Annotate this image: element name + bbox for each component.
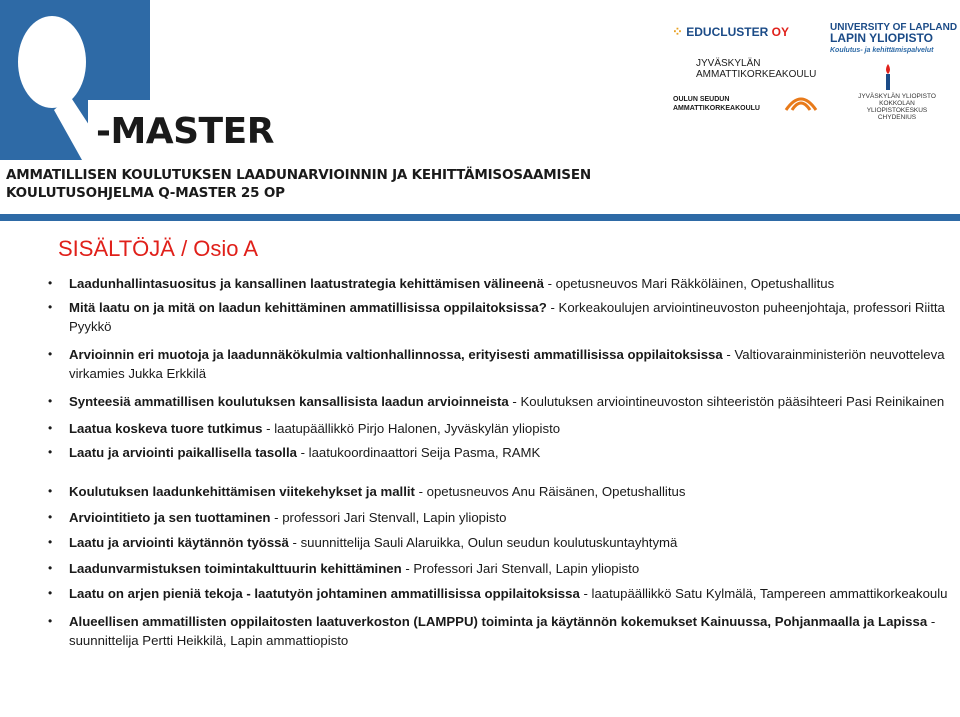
- item-topic: Laatu ja arviointi paikallisella tasolla: [69, 444, 297, 460]
- list-item: [48, 274, 948, 294]
- item-topic: Laatu ja arviointi käytännön työssä: [69, 535, 289, 550]
- list-item: [48, 533, 948, 553]
- program-title-line1: AMMATILLISEN KOULUTUKSEN LAADUNARVIOINNIN JA KEHITTÄMISOSAAMISEN: [6, 167, 591, 183]
- jyu-logo: [852, 93, 942, 121]
- jyu-torch-icon: [880, 62, 896, 92]
- item-topic: Synteesiä ammatillisen koulutuksen kansallisista laadun arvioinneista: [69, 393, 509, 409]
- jyu-line2: KOKKOLAN YLIOPISTOKESKUS: [866, 100, 928, 114]
- program-title-line2: KOULUTUSOHJELMA Q-MASTER 25 OP: [6, 185, 285, 201]
- lapland-line1: UNIVERSITY OF LAPLAND: [830, 22, 958, 33]
- item-topic: Laatu on arjen pieniä tekoja - laatutyön johtaminen ammatillisissa oppilaitoksissa: [69, 586, 580, 601]
- jamk-line2: AMMATTIKORKEAKOULU: [696, 69, 817, 80]
- item-speaker: - opetusneuvos Anu Räisänen, Opetushallitus: [414, 484, 686, 499]
- list-item: [48, 584, 948, 604]
- item-speaker: - Koulutuksen arviointineuvoston sihteeristön pääsihteeri Pasi Reinikainen: [508, 393, 945, 409]
- header: [0, 0, 960, 222]
- list-item: [48, 612, 948, 651]
- item-speaker: - suunnittelija Sauli Alaruikka, Oulun seudun koulutuskuntayhtymä: [288, 535, 678, 550]
- item-speaker: - laatupäällikkö Pirjo Halonen, Jyväskylän yliopisto: [262, 421, 561, 436]
- item-speaker: - laatukoordinaattori Seija Pasma, RAMK: [296, 444, 541, 460]
- logo-text: -MASTER: [96, 111, 274, 152]
- item-topic: Laadunhallintasuositus ja kansallinen laatustrategia kehittämisen välineenä: [69, 276, 544, 291]
- list-item: [48, 443, 948, 463]
- item-speaker: - professori Jari Stenvall, Lapin yliopisto: [270, 509, 507, 525]
- item-speaker: - Korkeakoulujen arviointineuvoston puheenjohtaja, professori Riitta Pyykkö: [69, 299, 945, 334]
- oamk-logo: [673, 95, 760, 113]
- lapland-university-logo: [830, 22, 957, 56]
- item-topic: Laadunvarmistuksen toimintakulttuurin kehittäminen: [69, 560, 402, 576]
- header-divider: [0, 214, 960, 221]
- educluster-name: EDUCLUSTER: [686, 25, 769, 39]
- item-topic: Laatua koskeva tuore tutkimus: [69, 421, 263, 436]
- oamk-line2: AMMATTIKORKEAKOULU: [673, 105, 760, 112]
- item-topic: Koulutuksen laadunkehittämisen viitekehykset ja mallit: [69, 484, 415, 499]
- educluster-logo: [672, 24, 789, 40]
- educluster-suffix: OY: [771, 25, 789, 39]
- item-topic: Mitä laatu on ja mitä on laadun kehittäminen ammatillisissa oppilaitoksissa?: [69, 299, 547, 315]
- item-speaker: - opetusneuvos Mari Räkköläinen, Opetushallitus: [543, 276, 835, 291]
- jamk-logo: [672, 58, 816, 80]
- jyu-line3: CHYDENIUS: [877, 114, 917, 121]
- content-list: [48, 274, 948, 651]
- list-item: [48, 298, 948, 337]
- list-item: [48, 508, 948, 528]
- item-speaker: - laatupäällikkö Satu Kylmälä, Tampereen ammattikorkeakoulu: [579, 586, 948, 601]
- lapland-tagline: Koulutus- ja kehittämispalvelut: [830, 47, 934, 54]
- item-speaker: - suunnittelija Pertti Heikkilä, Lapin ammattiopisto: [69, 613, 936, 648]
- item-speaker: - Professori Jari Stenvall, Lapin yliopisto: [401, 560, 640, 576]
- list-item: [48, 345, 948, 384]
- educluster-dots-icon: ⁘: [672, 24, 683, 39]
- list-item: [48, 419, 948, 439]
- item-topic: Arviointitieto ja sen tuottaminen: [69, 509, 271, 525]
- lapland-line2: LAPIN YLIOPISTO: [830, 31, 933, 45]
- item-topic: Arvioinnin eri muotoja ja laadunnäkökulmia valtionhallinnossa, erityisesti ammatillisissa oppilaitoksissa: [69, 346, 723, 362]
- list-item: [48, 482, 948, 502]
- item-speaker: - Valtiovarainministeriön neuvotteleva virkamies Jukka Erkkilä: [69, 346, 945, 381]
- oamk-sunrise-icon: [784, 90, 818, 112]
- page-title: SISÄLTÖJÄ / Osio A: [58, 236, 259, 261]
- jyu-line1: JYVÄSKYLÄN YLIOPISTO: [858, 93, 936, 100]
- jamk-line1: JYVÄSKYLÄN: [696, 58, 761, 69]
- oamk-line1: OULUN SEUDUN: [673, 96, 730, 103]
- list-item: [48, 559, 948, 579]
- list-item: [48, 392, 948, 412]
- item-topic: Alueellisen ammatillisten oppilaitosten laatuverkoston (LAMPPU) toiminta ja käytännön kokemukset Kainuussa, Pohjanmaalla ja Lapissa: [69, 613, 928, 629]
